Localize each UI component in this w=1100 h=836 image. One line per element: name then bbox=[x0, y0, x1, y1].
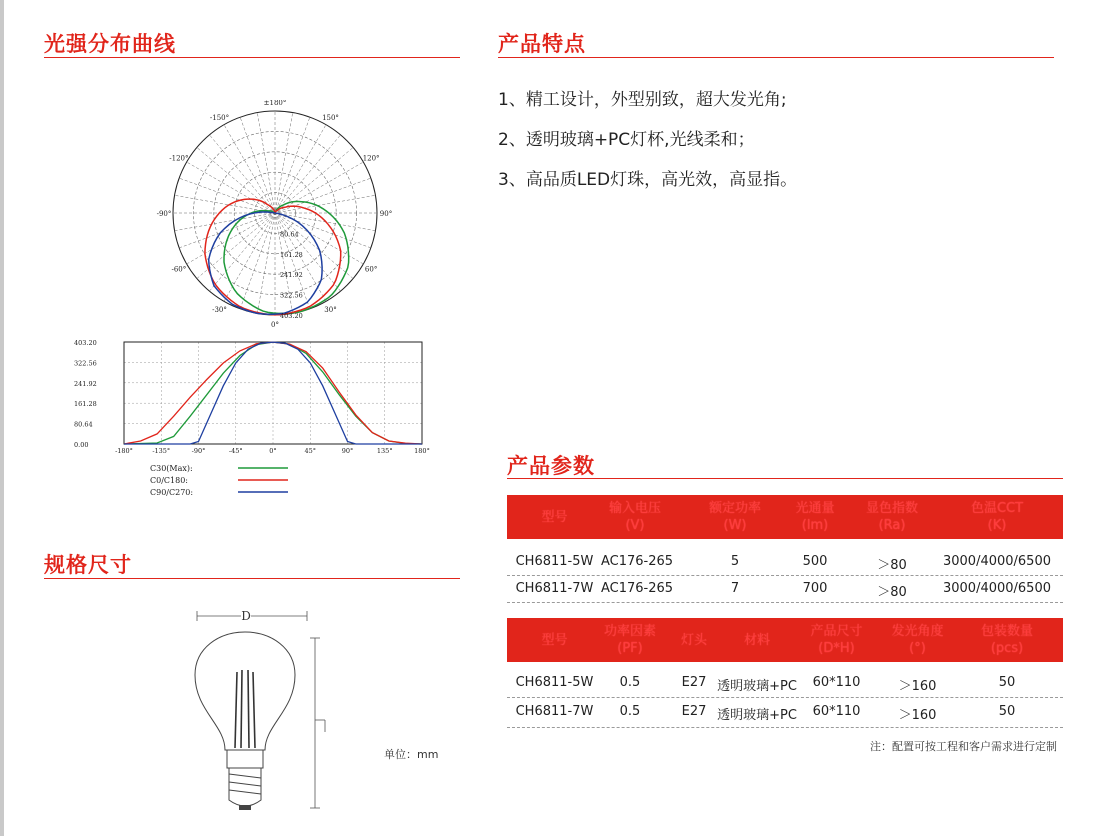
polar-angle-label: -150° bbox=[209, 113, 230, 122]
dimension-label-d: D bbox=[241, 609, 251, 623]
row-divider bbox=[507, 575, 1063, 576]
cell-cct: 3000/4000/6500 bbox=[942, 581, 1051, 596]
series-line bbox=[124, 342, 422, 444]
cell-power: 7 bbox=[730, 581, 740, 596]
bulb-neck bbox=[227, 750, 263, 768]
section-divider bbox=[44, 578, 460, 579]
cell-base: E27 bbox=[681, 704, 707, 719]
y-tick-label: 322.56 bbox=[74, 359, 97, 368]
polar-angle-label: -120° bbox=[169, 154, 189, 163]
y-tick-label: 80.64 bbox=[74, 420, 93, 429]
polar-curves bbox=[205, 199, 349, 315]
y-tick-label: 0.00 bbox=[74, 441, 89, 449]
section-title-polar: 光强分布曲线 bbox=[44, 32, 176, 56]
polar-angle-label: 30° bbox=[324, 306, 337, 315]
legend-label: C0/C180: bbox=[150, 476, 188, 485]
table1-header-cell: 色温CCT (K) bbox=[970, 501, 1024, 533]
polar-angle-label: 60° bbox=[364, 265, 378, 274]
polar-angle-label: 150° bbox=[322, 113, 339, 122]
screw-thread bbox=[229, 790, 261, 794]
table2-header-cell: 型号 bbox=[541, 633, 568, 648]
cell-pf: 0.5 bbox=[619, 675, 641, 690]
polar-ring-label: 80.64 bbox=[280, 230, 299, 239]
x-tick-label: 45° bbox=[304, 447, 317, 455]
section-title-dimensions: 规格尺寸 bbox=[44, 553, 132, 577]
series-line bbox=[124, 342, 422, 444]
x-tick-label: -90° bbox=[191, 447, 206, 455]
cell-pack: 50 bbox=[998, 704, 1016, 719]
row-divider bbox=[507, 697, 1063, 698]
table2-header-cell: 材料 bbox=[743, 633, 770, 648]
polar-ring-label: 161.28 bbox=[280, 250, 303, 259]
table2-header-cell: 包装数量 (pcs) bbox=[980, 624, 1033, 656]
unit-label: 单位：mm bbox=[384, 748, 439, 761]
cell-voltage: AC176-265 bbox=[600, 554, 674, 569]
table1-header-cell: 输入电压 (V) bbox=[608, 501, 661, 533]
filament bbox=[235, 672, 237, 748]
feature-item: 3、高品质LED灯珠，高光效，高显指。 bbox=[498, 170, 798, 190]
polar-angle-label: 90° bbox=[379, 210, 393, 218]
cell-size: 60*110 bbox=[812, 675, 861, 690]
y-tick-label: 161.28 bbox=[74, 400, 97, 409]
filament bbox=[241, 670, 242, 748]
legend-label: C90/C270: bbox=[150, 488, 194, 497]
polar-ring-label: 403.20 bbox=[280, 312, 303, 320]
bulb-contact bbox=[239, 805, 251, 810]
section-divider bbox=[507, 478, 1063, 479]
polar-diagram bbox=[150, 100, 400, 330]
cell-model: CH6811-7W bbox=[515, 581, 594, 596]
table2-header-cell: 产品尺寸 (D*H) bbox=[810, 624, 863, 656]
table1-header-cell: 型号 bbox=[541, 510, 568, 525]
feature-list bbox=[498, 86, 797, 206]
table1-header bbox=[507, 495, 1063, 539]
filament bbox=[253, 672, 255, 748]
table1-header-cell: 额定功率 (W) bbox=[708, 501, 761, 533]
feature-item: 2、透明玻璃+PC灯杯,光线柔和； bbox=[498, 130, 755, 150]
plot-frame bbox=[124, 342, 422, 444]
chart-grid bbox=[124, 342, 422, 444]
cell-lumen: 700 bbox=[802, 581, 828, 596]
polar-curve bbox=[209, 212, 322, 314]
polar-angle-label: -60° bbox=[171, 265, 187, 274]
x-tick-label: -135° bbox=[152, 447, 171, 455]
screw-thread bbox=[229, 774, 261, 778]
polar-angle-label: 0° bbox=[271, 321, 279, 329]
cell-cri: ＞80 bbox=[877, 585, 907, 600]
series-line bbox=[124, 342, 422, 444]
table2-header bbox=[507, 618, 1063, 662]
screw-thread bbox=[229, 782, 261, 786]
section-title-params: 产品参数 bbox=[507, 454, 595, 478]
x-tick-label: 0° bbox=[269, 447, 277, 455]
cell-angle: ＞160 bbox=[898, 708, 937, 723]
bulb-dimension-drawing bbox=[185, 600, 335, 815]
bulb-glass bbox=[195, 632, 295, 750]
x-tick-label: 135° bbox=[376, 447, 393, 455]
cell-material: 透明玻璃+PC bbox=[717, 679, 797, 694]
row-divider bbox=[507, 727, 1063, 728]
cell-cri: ＞80 bbox=[877, 558, 907, 573]
table1-header-cell: 显色指数 (Ra) bbox=[865, 501, 918, 533]
cell-angle: ＞160 bbox=[898, 679, 937, 694]
legend-label: C30(Max): bbox=[150, 464, 193, 473]
table2-header-cell: 发光角度 (°) bbox=[891, 624, 944, 656]
section-divider bbox=[498, 57, 1054, 58]
cell-power: 5 bbox=[730, 554, 740, 569]
x-tick-label: 180° bbox=[414, 447, 430, 455]
y-tick-label: 403.20 bbox=[74, 339, 97, 347]
bulb-base bbox=[229, 768, 261, 806]
polar-angle-label: -30° bbox=[212, 306, 227, 315]
chart-series bbox=[124, 342, 422, 444]
x-tick-label: 90° bbox=[341, 447, 354, 455]
table2-header-cell: 功率因素 (PF) bbox=[603, 624, 656, 656]
table2-header-cell: 灯头 bbox=[680, 633, 707, 648]
filament bbox=[248, 670, 249, 748]
cell-size: 60*110 bbox=[812, 704, 861, 719]
polar-ring-label: 241.92 bbox=[280, 271, 303, 280]
intensity-line-chart bbox=[60, 335, 440, 460]
cell-material: 透明玻璃+PC bbox=[717, 708, 797, 723]
cell-cct: 3000/4000/6500 bbox=[942, 554, 1051, 569]
cell-model: CH6811-5W bbox=[515, 675, 594, 690]
feature-item: 1、精工设计，外型别致，超大发光角; bbox=[498, 90, 787, 110]
section-title-features: 产品特点 bbox=[498, 32, 586, 56]
row-divider bbox=[507, 602, 1063, 603]
y-tick-label: 241.92 bbox=[74, 379, 97, 388]
chart-legend bbox=[150, 460, 310, 505]
polar-angle-label: ±180° bbox=[263, 100, 287, 107]
section-divider bbox=[44, 57, 460, 58]
cell-lumen: 500 bbox=[802, 554, 828, 569]
polar-ring-label: 322.56 bbox=[280, 291, 303, 300]
polar-angle-label: 120° bbox=[362, 154, 380, 163]
polar-angle-label: -90° bbox=[156, 210, 172, 218]
page-left-border bbox=[0, 0, 4, 836]
cell-pf: 0.5 bbox=[619, 704, 641, 719]
x-tick-label: -180° bbox=[115, 447, 133, 455]
x-tick-label: -45° bbox=[228, 447, 243, 455]
cell-model: CH6811-7W bbox=[515, 704, 594, 719]
customization-note: 注：配置可按工程和客户需求进行定制 bbox=[870, 740, 1057, 753]
cell-model: CH6811-5W bbox=[515, 554, 594, 569]
cell-pack: 50 bbox=[998, 675, 1016, 690]
cell-base: E27 bbox=[681, 675, 707, 690]
table1-header-cell: 光通量 (lm) bbox=[795, 501, 835, 533]
chart-tick-labels bbox=[74, 339, 430, 455]
cell-voltage: AC176-265 bbox=[600, 581, 674, 596]
